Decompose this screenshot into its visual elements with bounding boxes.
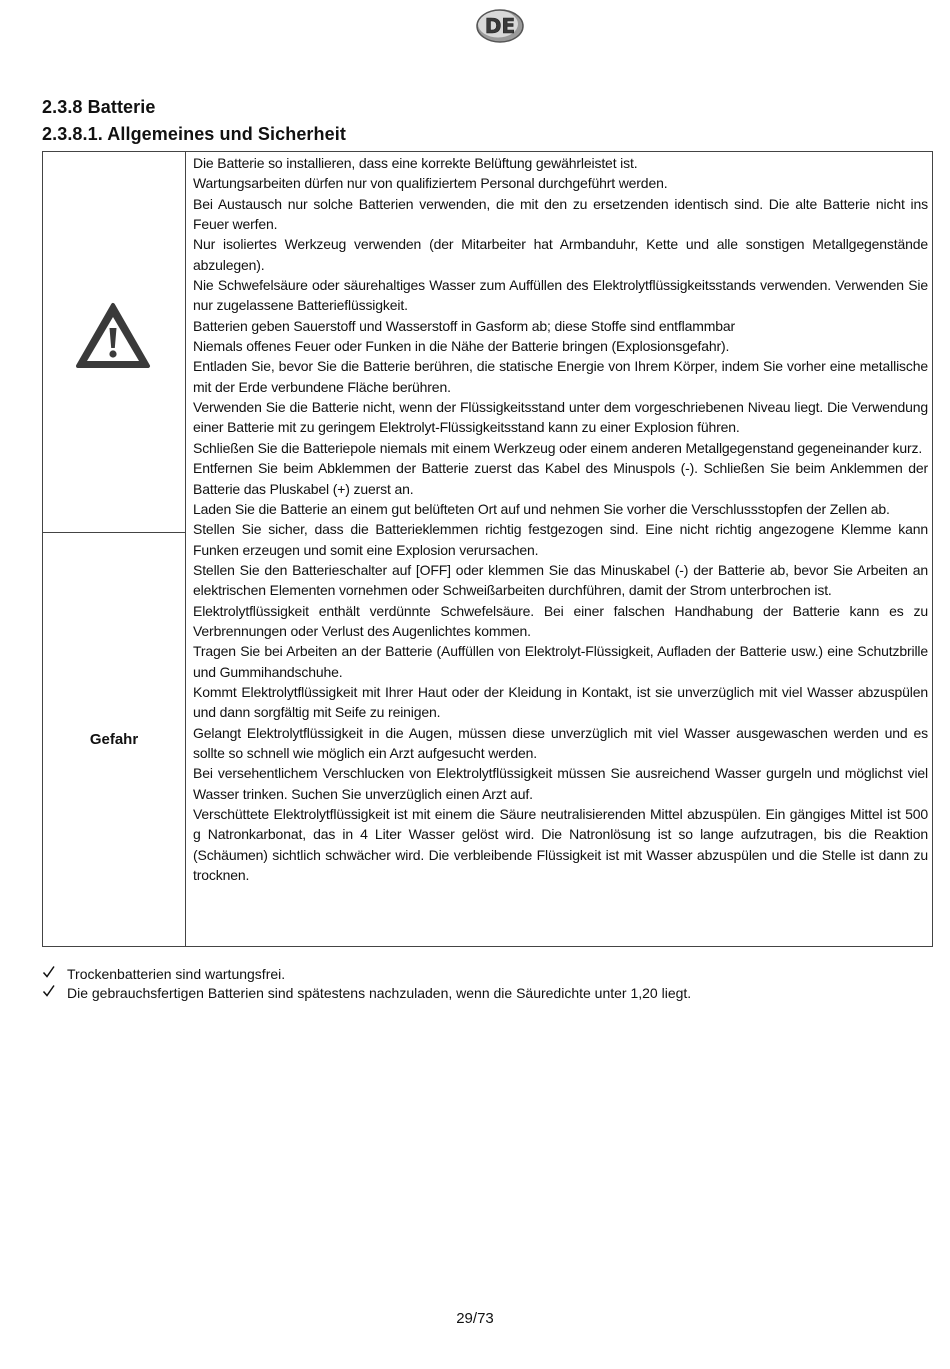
note-text: Die gebrauchsfertigen Batterien sind spätestens nachzuladen, wenn die Säuredichte unter 1,20 liegt.: [67, 984, 692, 1001]
page-number: 29/73: [456, 1310, 494, 1327]
safety-paragraph: Bei versehentlichem Verschlucken von Elektrolytflüssigkeit müssen Sie ausreichend Wasser gurgeln und möglichst viel Wasser trinken. Suchen Sie unverzüglich einen Arzt auf.: [193, 765, 928, 802]
note-text: Trockenbatterien sind wartungsfrei.: [67, 966, 286, 982]
list-item: [42, 984, 922, 1003]
safety-paragraph: Bei Austausch nur solche Batterien verwenden, die mit den zu ersetzenden identisch sind. Die alte Batterie nicht ins Feuer werfen.: [193, 195, 928, 233]
safety-paragraph: Wartungsarbeiten dürfen nur von qualifiziertem Personal durchgeführt werden.: [193, 175, 668, 192]
safety-paragraph: Elektrolytflüssigkeit enthält verdünnte Schwefelsäure. Bei einer falschen Handhabung der Batterie kann es zu Verbrennungen oder Verlust des Augenlichtes kommen.: [193, 602, 928, 639]
safety-paragraph: Die Batterie so installieren, dass eine korrekte Belüftung gewährleistet ist.: [193, 155, 638, 171]
safety-paragraph: Niemals offenes Feuer oder Funken in die Nähe der Batterie bringen (Explosionsgefahr).: [193, 338, 730, 355]
safety-paragraph: Gelangt Elektrolytflüssigkeit in die Augen, müssen diese unverzüglich mit viel Wasser ausgewaschen werden und es sollte so schnell wie möglich ein Arzt aufgesucht werden.: [193, 724, 928, 761]
safety-paragraph: Kommt Elektrolytflüssigkeit mit Ihrer Haut oder der Kleidung in Kontakt, ist sie unverzüglich mit viel Wasser abzuspülen und dann sorgfältig mit Seife zu reinigen.: [193, 683, 928, 721]
safety-paragraph: Entfernen Sie beim Abklemmen der Batterie zuerst das Kabel des Minuspols (-). Schließen Sie beim Anklemmen der Batterie das Pluskabel (+) zuerst an.: [193, 460, 928, 497]
safety-paragraph: Nur isoliertes Werkzeug verwenden (der Mitarbeiter hat Armbanduhr, Kette und alle sonstigen Metallgegenstände abzulegen).: [193, 236, 928, 273]
checkmark-icon: [42, 965, 56, 984]
warning-triangle-icon: [75, 302, 151, 370]
language-logo-de: [475, 8, 525, 44]
safety-instructions: [193, 153, 928, 885]
safety-paragraph: Entladen Sie, bevor Sie die Batterie berühren, die statische Energie von Ihrem Körper, indem Sie vorher eine metallische mit der Erde verbundene Fläche berühren.: [193, 358, 928, 395]
safety-table-left-column: [43, 152, 186, 946]
safety-paragraph: Verschüttete Elektrolytflüssigkeit ist mit einem die Säure neutralisierenden Mittel abzuspülen. Ein gängiges Mittel ist 500 g Natronkarbonat, das in 4 Liter Wasser gelöst wird. Die Natronlösung ist so lange aufzutragen, bis die Reaktion (Schäumen) sichtlich schwächer wird. Die verbleibende Flüssigkeit ist mit Wasser abzuspülen und die Stelle ist dann zu trocknen.: [193, 806, 928, 884]
safety-paragraph: Verwenden Sie die Batterie nicht, wenn der Flüssigkeitsstand unter dem vorgeschriebenen Niveau liegt. Die Verwendung einer Batterie mit zu geringem Elektrolyt-Flüssigkeitsstand kann zu einer Explosion führen.: [193, 399, 928, 436]
section-heading: 2.3.8 Batterie: [42, 97, 156, 117]
safety-paragraph: Batterien geben Sauerstoff und Wasserstoff in Gasform ab; diese Stoffe sind entflammbar: [193, 317, 736, 334]
section-subheading: 2.3.8.1. Allgemeines und Sicherheit: [42, 124, 346, 144]
warning-icon-cell: [43, 152, 185, 533]
checkmark-icon: [42, 984, 56, 1003]
safety-table: [42, 151, 933, 947]
safety-paragraph: Stellen Sie sicher, dass die Batterieklemmen richtig festgezogen sind. Eine nicht richtig angezogene Klemme kann Funken erzeugen und somit eine Explosion verursachen.: [193, 521, 928, 558]
safety-paragraph: Tragen Sie bei Arbeiten an der Batterie (Auffüllen von Elektrolyt-Flüssigkeit, Aufladen der Batterie usw.) eine Schutzbrille und Gummihandschuhe.: [193, 643, 928, 680]
safety-paragraph: Nie Schwefelsäure oder säurehaltiges Wasser zum Auffüllen des Elektrolytflüssigkeitsstands verwenden. Verwenden Sie nur zugelassene Batterieflüssigkeit.: [193, 277, 928, 314]
safety-paragraph: Laden Sie die Batterie an einem gut belüfteten Ort auf und nehmen Sie vorher die Verschlussstopfen der Zellen ab.: [193, 500, 890, 517]
safety-paragraph: Stellen Sie den Batterieschalter auf [OFF] oder klemmen Sie das Minuskabel (-) der Batterie ab, bevor Sie Arbeiten an elektrischen Elementen vornehmen oder Schweißarbeiten durchführen, damit der Strom unterbrochen ist.: [193, 561, 928, 599]
danger-label: Gefahr: [89, 731, 139, 748]
notes-list: [42, 965, 922, 1002]
safety-paragraph: Schließen Sie die Batteriepole niemals mit einem Werkzeug oder einem anderen Metallgegenstand gegeneinander kurz.: [193, 439, 923, 456]
svg-text:DE: DE: [484, 14, 516, 38]
list-item: [42, 965, 922, 984]
